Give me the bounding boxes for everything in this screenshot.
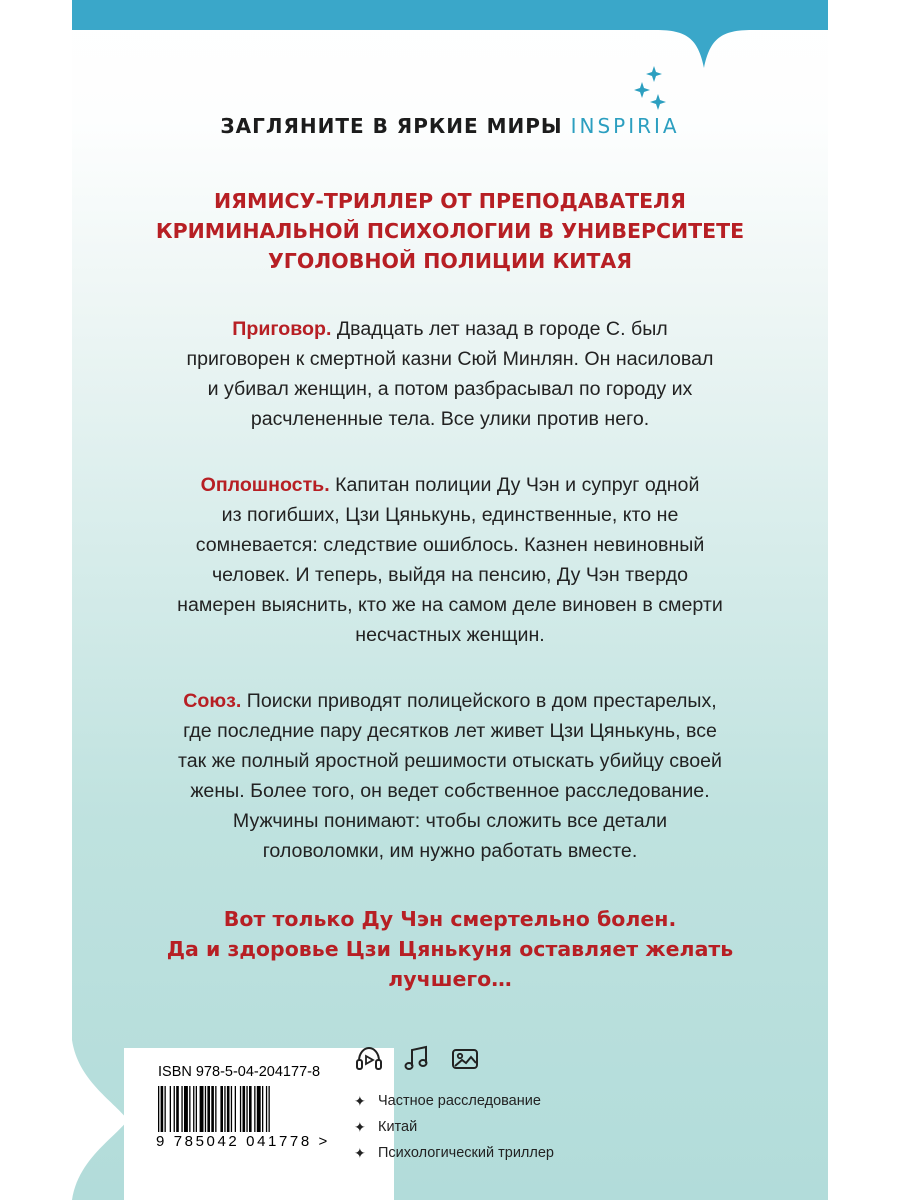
- closing-line: лучшего…: [388, 967, 512, 991]
- book-back-cover: [72, 0, 828, 1200]
- barcode-bar: [161, 1086, 164, 1132]
- para-text: Двадцать лет назад в городе С. был: [336, 318, 668, 340]
- brand-tagline-text: ЗАГЛЯНИТЕ В ЯРКИЕ МИРЫ: [220, 114, 563, 138]
- barcode-bar: [227, 1086, 230, 1132]
- image-icon: [450, 1044, 480, 1074]
- para-line: так же полный яростной решимости отыскать убийцу своей: [178, 750, 722, 772]
- barcode-bar: [176, 1086, 179, 1132]
- music-note-icon: [402, 1044, 432, 1074]
- para-line: головоломки, им нужно работать вместе.: [262, 840, 638, 862]
- paragraph-lead: Союз.: [183, 690, 242, 712]
- headline-line: КРИМИНАЛЬНОЙ ПСИХОЛОГИИ В УНИВЕРСИТЕТЕ: [155, 219, 745, 243]
- para-line: из погибших, Цзи Цянькунь, единственные, кто не: [221, 504, 679, 526]
- barcode-bar: [158, 1086, 159, 1132]
- paragraph-mistake: [72, 470, 828, 650]
- closing-statement: [72, 904, 828, 994]
- barcode-bar: [215, 1086, 216, 1132]
- barcode-bar: [205, 1086, 206, 1132]
- para-text: Поиски приводят полицейского в дом престарелых,: [246, 690, 717, 712]
- closing-line: Вот только Ду Чэн смертельно болен.: [223, 907, 677, 931]
- barcode-bar: [240, 1086, 241, 1132]
- para-line: [72, 470, 828, 500]
- barcode-bar: [269, 1086, 270, 1132]
- barcode-bar: [231, 1086, 232, 1132]
- barcode-bar: [246, 1086, 247, 1132]
- tag-label: Частное расследование: [378, 1093, 541, 1109]
- barcode-bar: [224, 1086, 225, 1132]
- barcode-bar: [254, 1086, 255, 1132]
- para-line: несчастных женщин.: [355, 624, 545, 646]
- paragraph-lead: Приговор.: [232, 318, 332, 340]
- paragraph-lead: Оплошность.: [200, 474, 330, 496]
- sparkles-icon: [632, 66, 672, 114]
- barcode-bar: [184, 1086, 188, 1132]
- para-line: [72, 314, 828, 344]
- para-line: намерен выяснить, кто же на самом деле виновен в смерти: [177, 594, 723, 616]
- star-bullet-icon: ✦: [354, 1093, 366, 1109]
- tag-label: Психологический триллер: [378, 1145, 554, 1161]
- isbn-label: ISBN 978-5-04-204177-8: [158, 1064, 321, 1080]
- star-bullet-icon: ✦: [354, 1119, 366, 1135]
- barcode-digits: 9 785042 041778 >: [156, 1133, 330, 1150]
- barcode-bar: [189, 1086, 190, 1132]
- barcode-bar: [193, 1086, 194, 1132]
- para-line: где последние пару десятков лет живет Цзи Цянькунь, все: [183, 720, 717, 742]
- barcode-bar: [174, 1086, 175, 1132]
- feature-icons: [354, 1044, 494, 1076]
- headline-line: ИЯМИСУ-ТРИЛЛЕР ОТ ПРЕПОДАВАТЕЛЯ: [214, 189, 686, 213]
- barcode-bar: [220, 1086, 223, 1132]
- barcode-bar: [196, 1086, 197, 1132]
- paragraph-verdict: [72, 314, 828, 434]
- barcode-bar: [243, 1086, 246, 1132]
- barcode-bar: [211, 1086, 214, 1132]
- tag-item: [354, 1116, 554, 1142]
- para-line: жены. Более того, он ведет собственное расследование.: [190, 780, 710, 802]
- para-line: человек. И теперь, выйдя на пенсию, Ду Чэн твердо: [211, 564, 689, 586]
- barcode-bar: [165, 1086, 166, 1132]
- barcode-bar: [200, 1086, 204, 1132]
- para-line: Мужчины понимают: чтобы сложить все детали: [232, 810, 668, 832]
- star-bullet-icon: ✦: [354, 1145, 366, 1161]
- closing-line: Да и здоровье Цзи Цянькуня оставляет желать: [166, 937, 734, 961]
- paragraph-alliance: [72, 686, 828, 866]
- para-line: приговорен к смертной казни Сюй Минлян. Он насиловал: [186, 348, 714, 370]
- tag-item: [354, 1090, 554, 1116]
- tag-label: Китай: [378, 1119, 418, 1135]
- para-line: расчлененные тела. Все улики против него.: [250, 408, 650, 430]
- brand-name: INSPIRIA: [570, 114, 680, 138]
- barcode-bar: [266, 1086, 267, 1132]
- para-line: сомневается: следствие ошиблось. Казнен невиновный: [195, 534, 705, 556]
- band-notch-shape: [612, 28, 752, 68]
- top-color-band: [72, 0, 828, 30]
- brand-tagline: [72, 114, 828, 138]
- left-tab-shape: [72, 1040, 132, 1200]
- barcode-bar: [262, 1086, 263, 1132]
- tag-item: [354, 1142, 554, 1168]
- barcode-bar: [235, 1086, 236, 1132]
- genre-tags: [354, 1090, 554, 1168]
- headphones-icon: [354, 1044, 384, 1074]
- para-line: [72, 686, 828, 716]
- barcode-bar: [249, 1086, 252, 1132]
- barcode-bar: [181, 1086, 182, 1132]
- headline-line: УГОЛОВНОЙ ПОЛИЦИИ КИТАЯ: [267, 249, 633, 273]
- barcode-bar: [257, 1086, 261, 1132]
- barcode-bar: [207, 1086, 210, 1132]
- barcode: [156, 1086, 336, 1132]
- para-text: Капитан полиции Ду Чэн и супруг одной: [335, 474, 700, 496]
- headline: [72, 186, 828, 276]
- barcode-bar: [170, 1086, 171, 1132]
- para-line: и убивал женщин, а потом разбрасывал по городу их: [207, 378, 693, 400]
